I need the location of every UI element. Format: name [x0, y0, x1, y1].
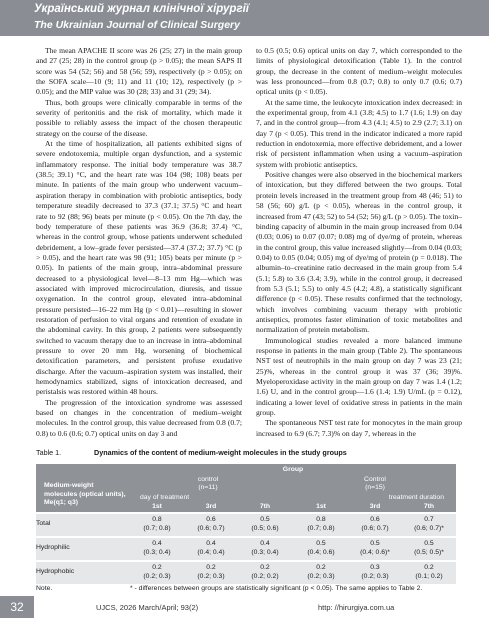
left-text-column: [36, 46, 242, 439]
day-header: 7th: [259, 503, 271, 510]
journal-title-ua: Український журнал клінічної хірургії: [34, 3, 249, 15]
control-group-header: [130, 476, 286, 492]
table-header: [36, 464, 456, 512]
page-number: 32: [0, 596, 34, 618]
table-title: Dynamics of the content of medium-weight molecules in the study groups: [94, 448, 347, 457]
control-n: (n=11): [198, 484, 218, 491]
paragraph: Thus, both groups were clinically comparable in terms of the severity of peritonitis and the risk of mortality, which made it possible to reliably assess the impact of the chosen therapeutic strategy on the course of the disease.: [36, 97, 242, 138]
table-cell: 0.2 (0.2; 0.3): [307, 564, 335, 580]
day-of-treatment-label: day of treatment: [140, 494, 190, 501]
table-cell: 0.8 (0.7; 0.8): [143, 516, 171, 532]
note-label: Note.: [36, 585, 53, 592]
table-cell: 0.5 (0.4; 0.6)*: [360, 540, 390, 556]
paragraph: to 0.5 (0.5; 0.6) optical units on day 7, which corresponded to the limits of physiological detoxification (Table 1). In the control group, the decrease in the content of medium–weight molecules was less pronounced—from 0.8 (0.7; 0.8) to only 0.7 (0.6; 0.7) optical units (p < 0.05).: [256, 46, 462, 97]
treatment-duration-label: treatment duration: [388, 494, 444, 501]
table-cell: 0.6 (0.6; 0.7): [197, 516, 225, 532]
journal-url: http: //hirurgiya.com.ua: [318, 603, 395, 612]
day-header: 1st: [316, 503, 326, 510]
table-cell: 0.2 (0.1; 0.2): [415, 564, 443, 580]
row-header-label: Medium-weight molecules (optical units), Me(q1; q3): [44, 482, 126, 506]
day-header: 3rd: [369, 503, 381, 510]
note-text: * - differences between groups are statistically significant (p < 0.05). The same applies to Table 2.: [130, 585, 423, 592]
group-label: Group: [282, 466, 304, 473]
day-header: 1st: [152, 503, 162, 510]
table-note: [36, 584, 456, 596]
day-columns: [36, 502, 456, 512]
table-cell: 0.4 (0.4; 0.4): [197, 540, 225, 556]
day-header: 7th: [423, 503, 435, 510]
second-group-label: Control: [364, 476, 386, 483]
table-cell: 0.5 (0.4; 0.6): [307, 540, 335, 556]
table-number: Table 1.: [36, 448, 62, 457]
table-row: [36, 538, 456, 560]
table-cell: 0.2 (0.2; 0.3): [197, 564, 225, 580]
paragraph: Immunological studies revealed a more balanced immune response in patients in the main group (Table 2). The spontaneous NST test of neutrophils in the main group on day 7 was 23 (21; 25)%, whereas in the control group it was 37 (36; 39)%. Myeloperoxidase activity in the main group on day 7 was 1.4 (1.2; 1.6) U, and in the control group—1.6 (1.4; 1.9) U/mL (p = 0.12), indicating a lower level of oxidative stress in patients in the main group.: [256, 335, 462, 418]
day-header: 3rd: [205, 503, 217, 510]
paragraph: Positive changes were also observed in the biochemical markers of intoxication, but they differed between the two groups. Total protein levels increased in the treatment group from 48 (46; 51) to 58 (56; 60) g/L (p < 0.05), whereas in the control group, it increased from 47 (43; 52) to 54 (52; 56) g/L (p > 0.05). The toxin–binding capacity of albumin in the main group increased from 0.04 (0.03; 0.06) to 0.07 (0.07; 0.08) mg of dye/mg of protein, whereas in the control group, this value increased slightly—from 0.04 (0.03; 0.04) to 0.05 (0.04; 0.05) mg of dye/mg of protein (p = 0.018). The albumin–to–creatinine ratio decreased in the main group from 5.4 (5.1; 5.8) to 3.6 (3.4; 3.9), while in the control group, it decreased from 5.3 (5.1; 5.5) to only 4.5 (4.2; 4.8), a statistically significant difference (p < 0.05). These results confirmed that the technology, which involves combining vacuum therapy with probiotic antiseptics, promotes faster elimination of toxic metabolites and normalization of protein metabolism.: [256, 170, 462, 335]
table-cell: 0.5 (0.5; 0.5)*: [414, 540, 444, 556]
citation: UJCS, 2026 March/April; 93(2): [96, 603, 199, 612]
journal-title-en: The Ukrainian Journal of Clinical Surgery: [34, 19, 240, 31]
paragraph: The mean APACHE II score was 26 (25; 27) in the main group and 27 (25; 28) in the control group (p > 0.05); the mean SAPS II score was 54 (52; 56) and 58 (56; 59), respectively (p > 0.05); on the SOFA scale—10 (9; 11) and 11 (10; 12), respectively (p > 0.05); and the MIP value was 30 (28; 33) and 31 (29; 34).: [36, 46, 242, 97]
row-label: Hydrophilic: [36, 544, 70, 551]
paragraph: The progression of the intoxication syndrome was assessed based on changes in the concentration of medium–weight molecules. In the control group, this value decreased from 0.8 (0.7; 0.8) to 0.6 (0.6; 0.7) optical units on day 3 and: [36, 397, 242, 438]
table-cell: 0.7 (0.6; 0.7)*: [414, 516, 444, 532]
row-label: Hydrophobic: [36, 568, 75, 575]
journal-header: [0, 0, 489, 36]
table-cell: 0.6 (0.6; 0.7): [361, 516, 389, 532]
table-row: [36, 562, 456, 584]
page-footer: [0, 596, 489, 620]
right-text-column: [256, 46, 462, 439]
control-label: control: [197, 476, 219, 483]
paragraph: The spontaneous NST test rate for monocytes in the main group increased to 6.9 (6.7; 7.3)% on day 7, whereas in the: [256, 418, 462, 438]
row-label: Total: [36, 520, 51, 527]
second-group-n: (n=15): [365, 484, 385, 491]
second-group-header: [294, 476, 456, 492]
table-cell: 0.8 (0.7; 0.8): [307, 516, 335, 532]
table-cell: 0.4 (0.3; 0.4): [143, 540, 171, 556]
table-cell: 0.5 (0.5; 0.6): [251, 516, 279, 532]
paragraph: At the time of hospitalization, all patients exhibited signs of severe endotoxemia, multiple organ dysfunction, and a systemic inflammatory response. The initial body temperature was 38.7 (38.5; 39.1) °C, and the heart rate was 104 (98; 108) beats per minute. In patients of the main group who underwent vacuum–aspiration therapy in combination with probiotic antiseptics, body temperature steadily decreased to 37.3 (37.1; 37.5) °C and heart rate to 92 (88; 96) beats per minute (p < 0.05). On the 7th day, the body temperature of these patients was 36.9 (36.8; 37.4) °C, whereas in the control group, whose patients underwent scheduled debridement, a low–grade fever persisted—37.4 (37.2; 37.7) °C (p > 0.05), and the heart rate was 98 (91; 105) beats per minute (p > 0.05). In patients of the main group, intra–abdominal pressure decreased to a physiological level—8–13 mm Hg—which was associated with improved microcirculation, diuresis, and tissue oxygenation. In the control group, elevated intra–abdominal pressure persisted—16–22 mm Hg (p < 0.01)—resulting in slower restoration of perfusion to vital organs and retention of exudate in the abdominal cavity. In this group, 2 patients were subsequently switched to vacuum therapy due to an increase in intra–abdominal pressure to over 20 mm Hg, worsening of biochemical detoxification parameters, and persistent profuse exudative discharge. After the vacuum–aspiration system was installed, their hemodynamics stabilized, signs of intoxication decreased, and peristalsis was restored within 48 hours.: [36, 139, 242, 397]
paragraph: At the same time, the leukocyte intoxication index decreased: in the experimental group, from 4.1 (3.8; 4.5) to 1.7 (1.6; 1.9) on day 7, and in the control group—from 4.3 (4.1; 4.5) to 2.9 (2.7; 3.1) on day 7 (p < 0.05). This trend in the indicator indicated a more rapid reduction in endotoxemia, more effective debridement, and a lower risk of persistent inflammation when using a vacuum–aspiration system with probiotic antiseptics.: [256, 97, 462, 169]
table-cell: 0.4 (0.3; 0.4): [251, 540, 279, 556]
table-row: [36, 514, 456, 536]
table-cell: 0.2 (0.2; 0.3): [143, 564, 171, 580]
table-cell: 0.3 (0.2; 0.3): [361, 564, 389, 580]
table-cell: 0.2 (0.2; 0.2): [251, 564, 279, 580]
